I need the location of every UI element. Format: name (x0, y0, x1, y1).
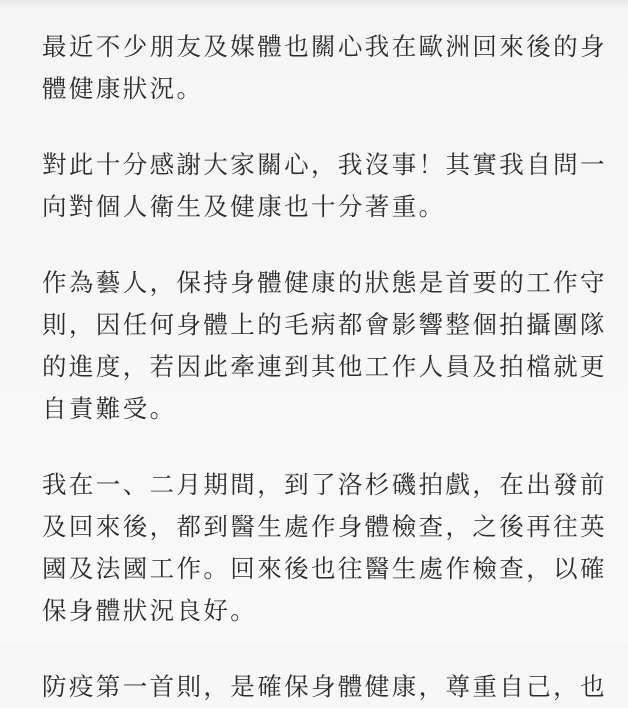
paragraph-2 (42, 144, 607, 228)
text-line: 及回來後，都到醫生處作身體檢查，之後再往英 (42, 512, 607, 541)
top-edge-shadow (0, 0, 628, 8)
paragraph-4 (42, 464, 607, 632)
paragraph-1 (42, 26, 607, 110)
text-line: 國及法國工作。回來後也往醫生處作檢查，以確 (42, 554, 607, 583)
text-line: 保身體狀況良好。 (42, 596, 258, 625)
text-line: 體健康狀況。 (42, 74, 204, 103)
paragraph-3 (42, 262, 607, 430)
text-line: 則，因任何身體上的毛病都會影響整個拍攝團隊 (42, 310, 607, 339)
text-line: 對此十分感謝大家關心，我沒事！其實我自問一 (42, 150, 607, 179)
text-line: 我在一、二月期間，到了洛杉磯拍戲，在出發前 (42, 470, 607, 499)
text-line: 最近不少朋友及媒體也關心我在歐洲回來後的身 (42, 32, 607, 61)
text-line: 自責難受。 (42, 394, 177, 423)
text-line: 的進度，若因此牽連到其他工作人員及拍檔就更 (42, 352, 607, 381)
text-line: 防疫第一首則，是確保身體健康，尊重自己，也 (42, 672, 607, 701)
text-line: 向對個人衛生及健康也十分著重。 (42, 192, 446, 221)
text-line: 作為藝人，保持身體健康的狀態是首要的工作守 (42, 268, 607, 297)
paragraph-5 (42, 666, 607, 708)
